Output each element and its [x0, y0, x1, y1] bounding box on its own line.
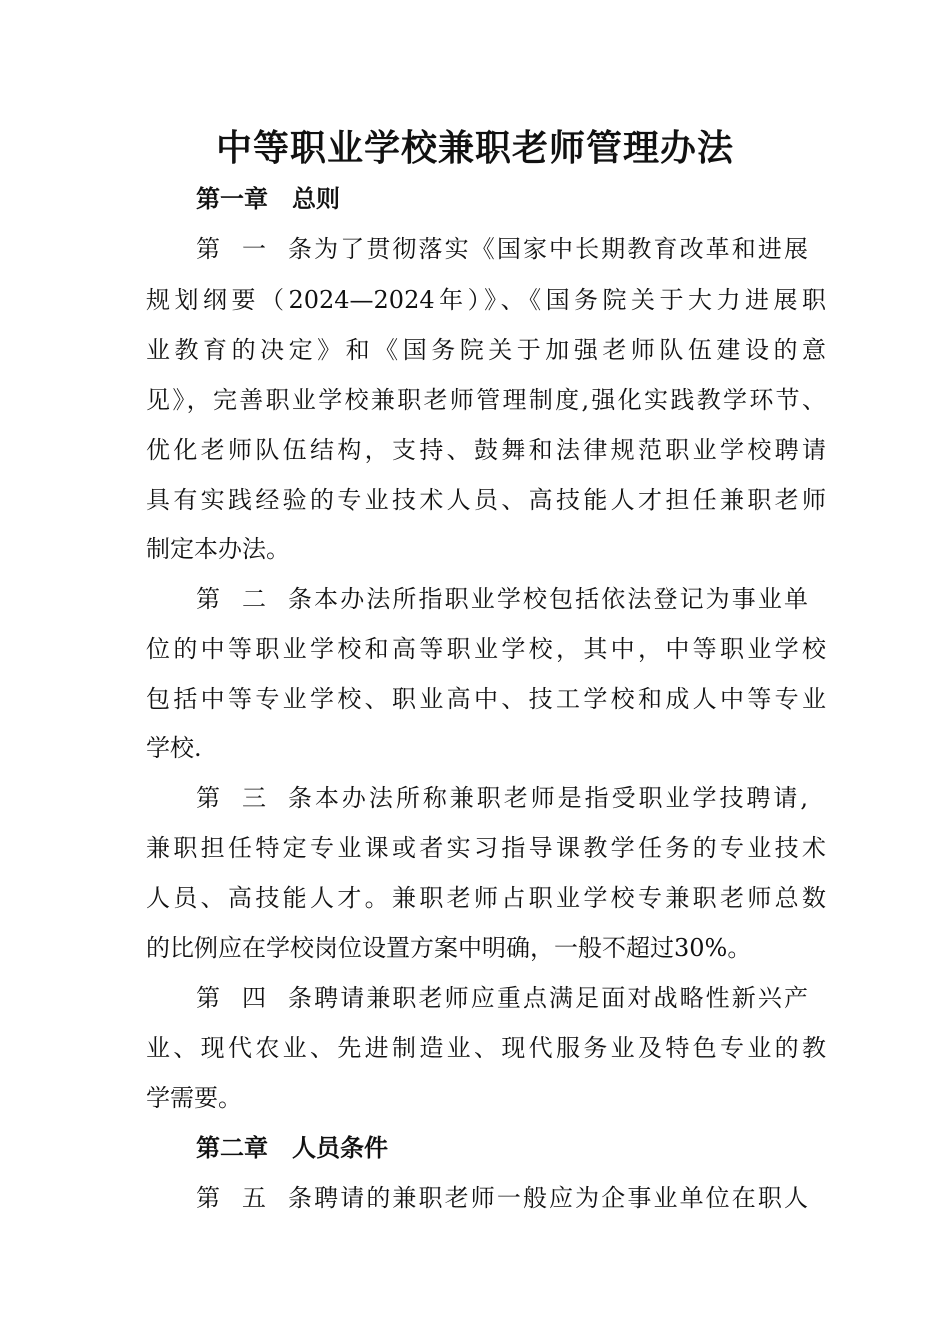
article-text-line: 制定本办法。 [146, 535, 290, 563]
article-text-line: 业、现代农业、先进制造业、现代服务业及特色专业的教 [146, 1034, 826, 1062]
document-title: 中等职业学校兼职老师管理办法 [215, 127, 734, 169]
article-text: 本办法所称兼职老师是指受职业学技聘请, [312, 784, 808, 812]
article-text: 聘请的兼职老师一般应为企事业单位在职人 [312, 1184, 808, 1212]
article-number: 第二条 [196, 585, 312, 613]
article-first-line [196, 232, 808, 266]
article-number: 第五条 [196, 1184, 312, 1212]
article-text-line: 学校. [146, 734, 202, 762]
article-text-line: 具有实践经验的专业技术人员、高技能人才担任兼职老师 [146, 486, 826, 514]
article-text-line: 规划纲要（2024—2024年）》、《国务院关于大力进展职 [146, 286, 826, 314]
article-text-line: 优化老师队伍结构，支持、鼓舞和法律规范职业学校聘请 [146, 436, 826, 464]
article-text-line: 兼职担任特定专业课或者实习指导课教学任务的专业技术 [146, 834, 826, 862]
article-number: 第三条 [196, 784, 312, 812]
article-text-line: 位的中等职业学校和高等职业学校，其中，中等职业学校 [146, 635, 826, 663]
article-text-line: 业教育的决定》和《国务院关于加强老师队伍建设的意 [146, 336, 826, 364]
article-text: 聘请兼职老师应重点满足面对战略性新兴产 [312, 984, 808, 1012]
article-number: 第四条 [196, 984, 312, 1012]
article-text: 为了贯彻落实《国家中长期教育改革和进展 [312, 235, 808, 263]
article-first-line [196, 981, 808, 1015]
article-text-line: 包括中等专业学校、职业高中、技工学校和成人中等专业 [146, 685, 826, 713]
article-text: 本办法所指职业学校包括依法登记为事业单 [312, 585, 808, 613]
article-text-line: 人员、高技能人才。兼职老师占职业学校专兼职老师总数 [146, 884, 826, 912]
article-first-line [196, 582, 808, 616]
article-text-line: 学需要。 [146, 1084, 242, 1112]
article-text-line: 见》，完善职业学校兼职老师管理制度,强化实践教学环节、 [146, 386, 826, 414]
article-text-line: 的比例应在学校岗位设置方案中明确，一般不超过30%。 [146, 934, 752, 962]
article-first-line [196, 1181, 808, 1215]
chapter-heading: 第一章 总则 [196, 184, 340, 213]
chapter-heading: 第二章 人员条件 [196, 1133, 388, 1162]
article-first-line [196, 781, 808, 815]
article-number: 第一条 [196, 235, 312, 263]
